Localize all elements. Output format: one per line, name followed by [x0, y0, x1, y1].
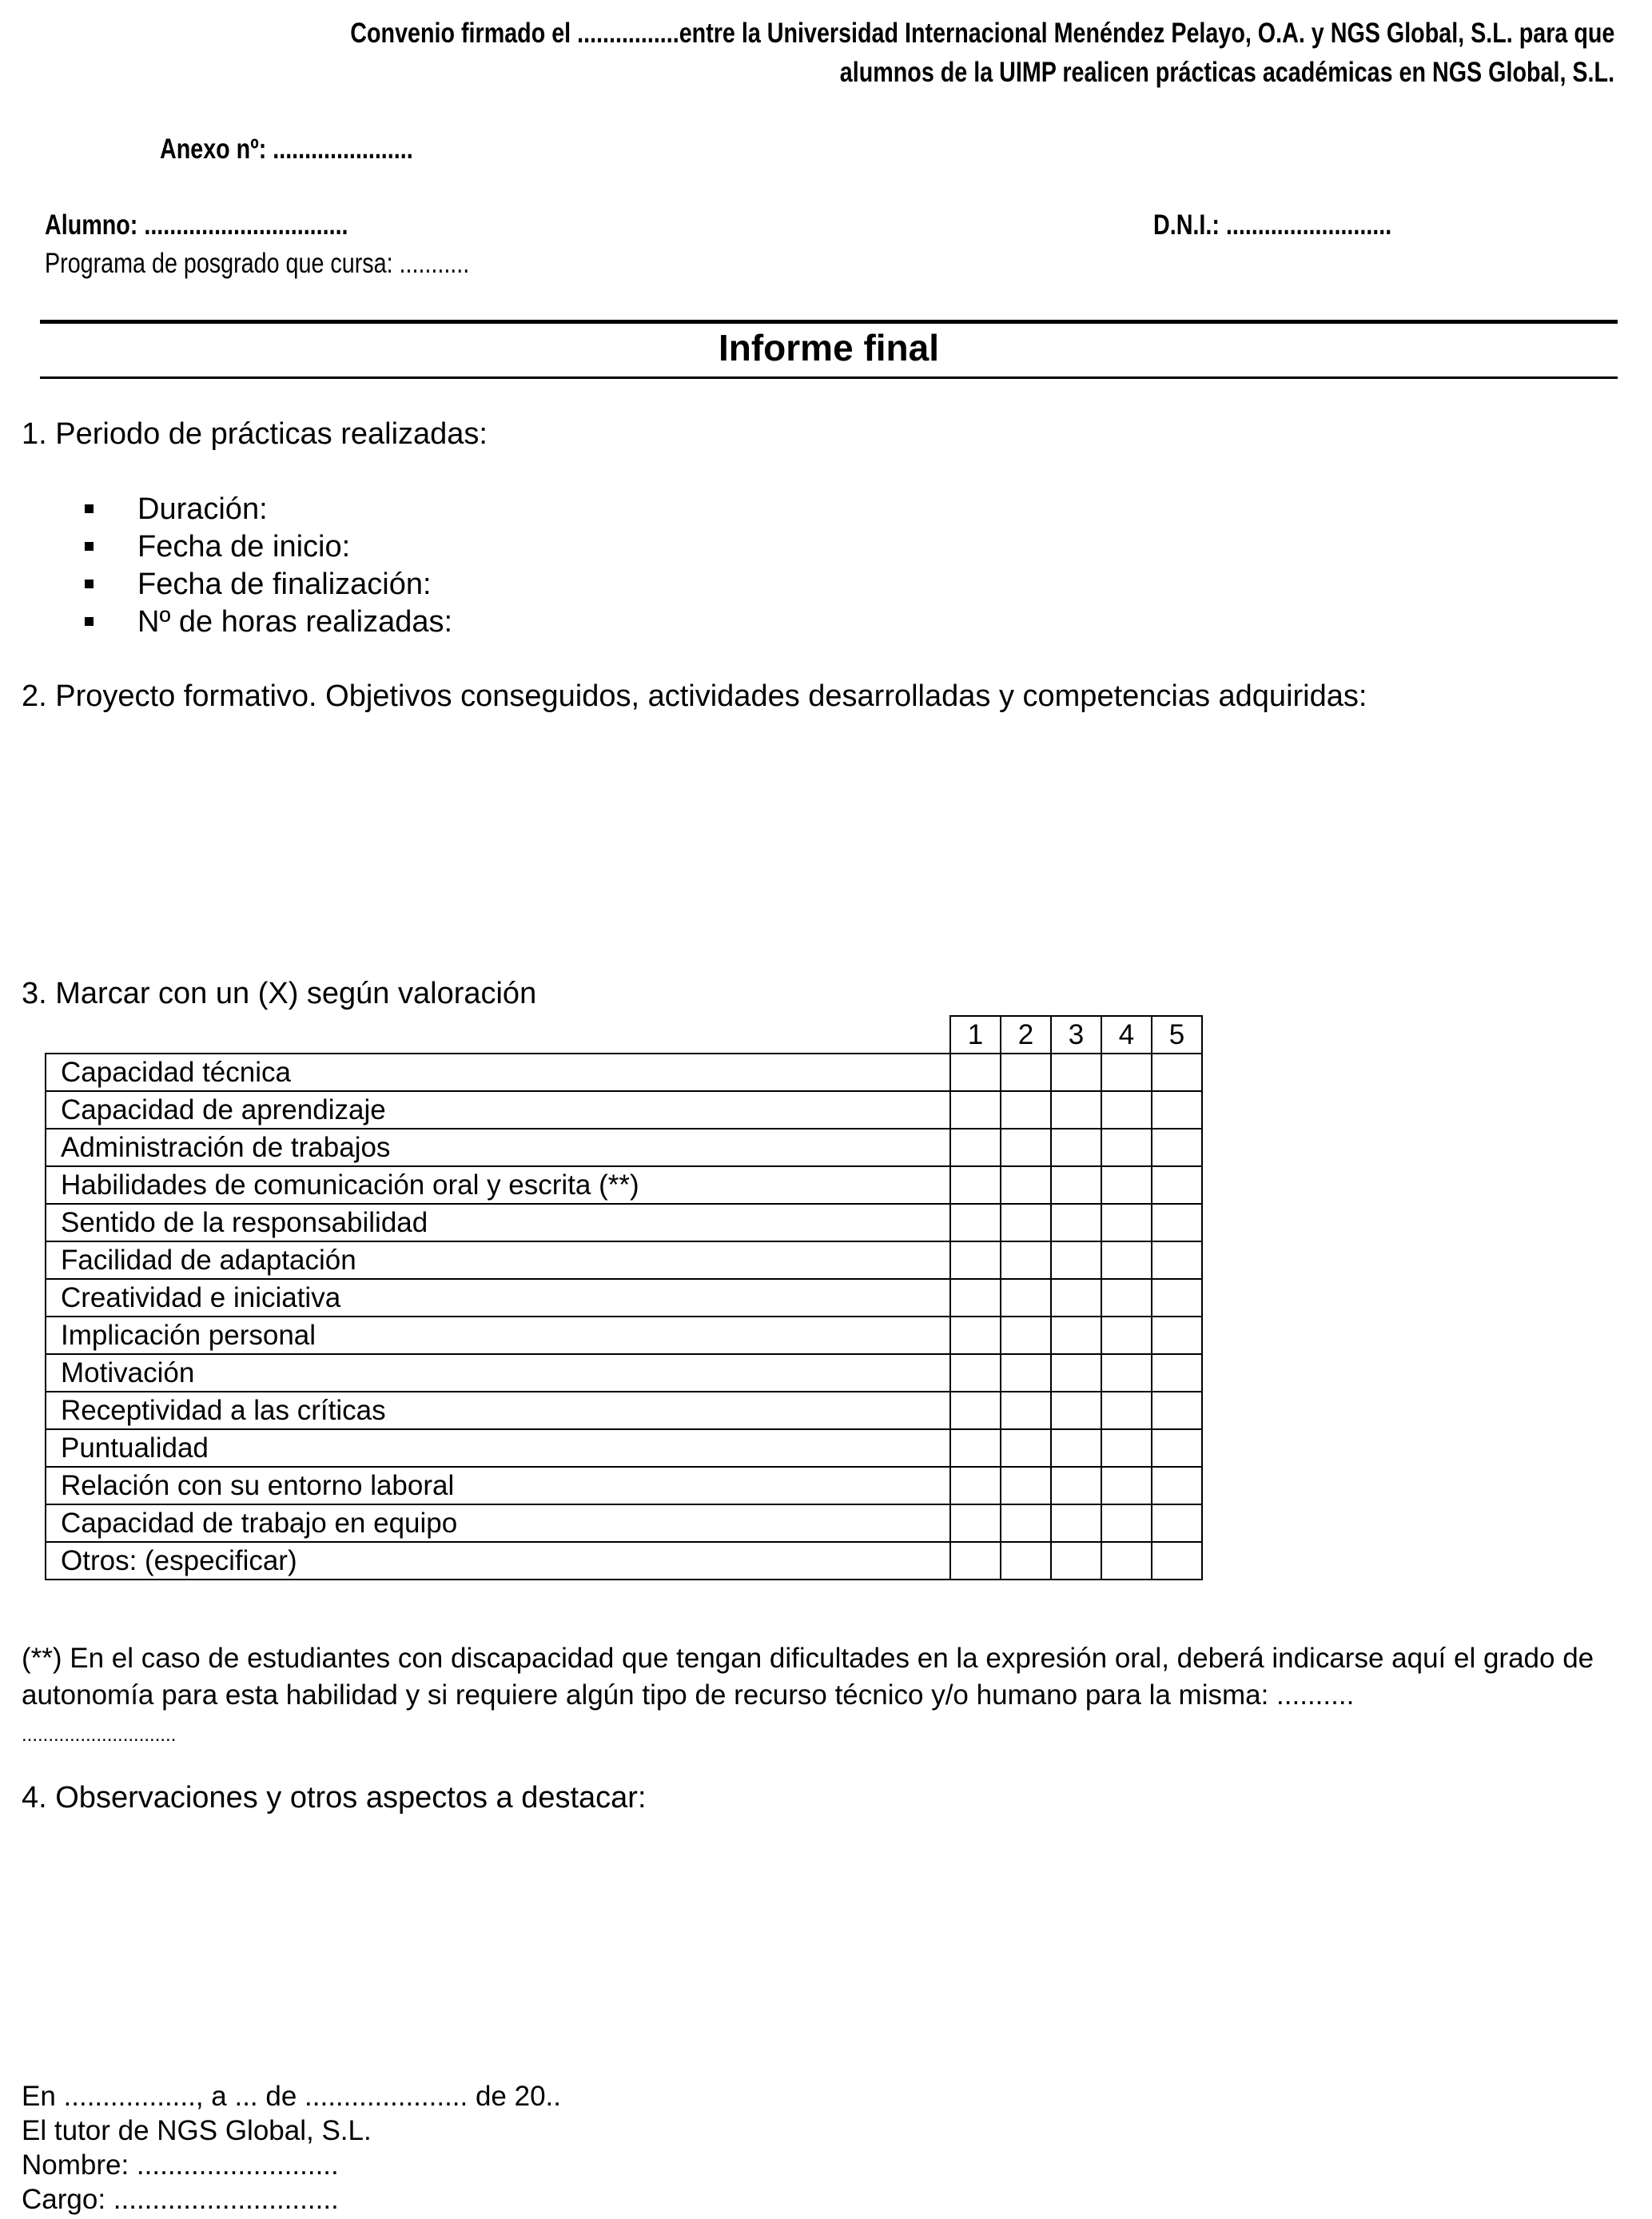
rating-box-3[interactable] [1051, 1054, 1101, 1091]
student-name-value: ................................ [144, 209, 348, 241]
rating-table [45, 1015, 1203, 1580]
rating-box-4[interactable] [1101, 1166, 1152, 1204]
rating-box-1[interactable] [950, 1129, 1001, 1166]
criterion-label: Puntualidad [46, 1429, 950, 1467]
dni-label: D.N.I.: [1153, 209, 1220, 241]
table-row [46, 1542, 1202, 1580]
footnote-text: (**) En el caso de estudiantes con discapacidad que tengan dificultades en la expresión oral, deberá indicarse aquí el grado de autonomía para esta habilidad y si requiere algún tipo de recurso técnico y/o humano para la misma: .......... [22, 1643, 1594, 1711]
rating-box-3[interactable] [1051, 1429, 1101, 1467]
section-3-heading: 3. Marcar con un (X) según valoración [22, 977, 537, 1010]
agreement-header-line-2: alumnos de la UIMP realicen prácticas académicas en NGS Global, S.L. [839, 57, 1614, 88]
scale-header-5: 5 [1152, 1016, 1202, 1054]
criterion-label: Capacidad técnica [46, 1054, 950, 1091]
rating-box-4[interactable] [1101, 1504, 1152, 1542]
place-date-line: En ................., a ... de ..................... de 20.. [22, 2081, 561, 2112]
rating-box-2[interactable] [1001, 1279, 1051, 1317]
disability-footnote [22, 1640, 1628, 1754]
annex-value: ...................... [273, 133, 413, 165]
rating-box-1[interactable] [950, 1392, 1001, 1429]
table-row [46, 1091, 1202, 1129]
rating-box-2[interactable] [1001, 1542, 1051, 1580]
rating-box-3[interactable] [1051, 1129, 1101, 1166]
internship-period-list [80, 491, 452, 641]
rating-box-5[interactable] [1152, 1429, 1202, 1467]
rating-box-3[interactable] [1051, 1354, 1101, 1392]
rating-box-1[interactable] [950, 1467, 1001, 1504]
title-bottom-rule [40, 376, 1618, 379]
rating-box-2[interactable] [1001, 1429, 1051, 1467]
rating-box-4[interactable] [1101, 1354, 1152, 1392]
rating-box-5[interactable] [1152, 1392, 1202, 1429]
list-item: Fecha de inicio: [80, 528, 452, 566]
rating-box-3[interactable] [1051, 1504, 1101, 1542]
criterion-label: Receptividad a las críticas [46, 1392, 950, 1429]
annex-field [160, 133, 413, 165]
rating-box-5[interactable] [1152, 1241, 1202, 1279]
list-item: Duración: [80, 491, 452, 528]
table-row [46, 1279, 1202, 1317]
square-bullet-icon [85, 617, 94, 626]
criterion-label: Motivación [46, 1354, 950, 1392]
rating-box-5[interactable] [1152, 1204, 1202, 1241]
rating-box-4[interactable] [1101, 1091, 1152, 1129]
criterion-label: Facilidad de adaptación [46, 1241, 950, 1279]
rating-box-3[interactable] [1051, 1317, 1101, 1354]
rating-box-2[interactable] [1001, 1317, 1051, 1354]
square-bullet-icon [85, 580, 94, 588]
list-item: Fecha de finalización: [80, 566, 452, 604]
rating-box-3[interactable] [1051, 1204, 1101, 1241]
rating-box-4[interactable] [1101, 1467, 1152, 1504]
rating-box-4[interactable] [1101, 1129, 1152, 1166]
table-row [46, 1317, 1202, 1354]
square-bullet-icon [85, 542, 94, 551]
student-name-label: Alumno: [45, 209, 138, 241]
rating-box-5[interactable] [1152, 1467, 1202, 1504]
rating-box-4[interactable] [1101, 1542, 1152, 1580]
table-row [46, 1204, 1202, 1241]
rating-box-4[interactable] [1101, 1054, 1152, 1091]
rating-box-2[interactable] [1001, 1166, 1051, 1204]
rating-box-3[interactable] [1051, 1091, 1101, 1129]
footnote-dots: ............................. [22, 1724, 177, 1746]
criterion-label: Implicación personal [46, 1317, 950, 1354]
dni-value: .......................... [1225, 209, 1392, 241]
rating-box-1[interactable] [950, 1317, 1001, 1354]
rating-box-5[interactable] [1152, 1129, 1202, 1166]
square-bullet-icon [85, 504, 94, 513]
tutor-line: El tutor de NGS Global, S.L. [22, 2115, 372, 2146]
table-row [46, 1354, 1202, 1392]
rating-box-1[interactable] [950, 1542, 1001, 1580]
scale-header-3: 3 [1051, 1016, 1101, 1054]
rating-box-3[interactable] [1051, 1241, 1101, 1279]
rating-box-5[interactable] [1152, 1542, 1202, 1580]
rating-box-4[interactable] [1101, 1204, 1152, 1241]
rating-box-3[interactable] [1051, 1166, 1101, 1204]
rating-box-2[interactable] [1001, 1091, 1051, 1129]
rating-box-3[interactable] [1051, 1542, 1101, 1580]
rating-box-1[interactable] [950, 1279, 1001, 1317]
table-row [46, 1429, 1202, 1467]
rating-box-2[interactable] [1001, 1467, 1051, 1504]
rating-box-3[interactable] [1051, 1467, 1101, 1504]
annex-label: Anexo nº: [160, 133, 267, 165]
rating-box-1[interactable] [950, 1504, 1001, 1542]
rating-box-3[interactable] [1051, 1392, 1101, 1429]
section-1-heading: 1. Periodo de prácticas realizadas: [22, 417, 488, 451]
criterion-label: Relación con su entorno laboral [46, 1467, 950, 1504]
scale-header-2: 2 [1001, 1016, 1051, 1054]
section-4-heading: 4. Observaciones y otros aspectos a destacar: [22, 1781, 647, 1815]
table-row [46, 1166, 1202, 1204]
rating-box-1[interactable] [950, 1054, 1001, 1091]
criterion-label: Creatividad e iniciativa [46, 1279, 950, 1317]
table-row [46, 1241, 1202, 1279]
rating-box-2[interactable] [1001, 1241, 1051, 1279]
rating-box-5[interactable] [1152, 1504, 1202, 1542]
criterion-label: Capacidad de aprendizaje [46, 1091, 950, 1129]
table-row [46, 1467, 1202, 1504]
table-row [46, 1129, 1202, 1166]
table-row [46, 1054, 1202, 1091]
scale-header-4: 4 [1101, 1016, 1152, 1054]
rating-box-4[interactable] [1101, 1317, 1152, 1354]
rating-box-2[interactable] [1001, 1129, 1051, 1166]
agreement-header-line-1: Convenio firmado el ................entre la Universidad Internacional Menéndez Pelayo, O.A. y NGS Global, S.L. para que [349, 18, 1614, 49]
rating-box-4[interactable] [1101, 1279, 1152, 1317]
program-field: Programa de posgrado que cursa: ........... [45, 248, 470, 279]
rating-box-3[interactable] [1051, 1279, 1101, 1317]
rating-box-2[interactable] [1001, 1054, 1051, 1091]
rating-box-2[interactable] [1001, 1504, 1051, 1542]
rating-box-5[interactable] [1152, 1279, 1202, 1317]
list-item: Nº de horas realizadas: [80, 604, 452, 641]
section-2-heading: 2. Proyecto formativo. Objetivos conseguidos, actividades desarrolladas y competencias adquiridas: [22, 679, 1367, 713]
rating-box-2[interactable] [1001, 1354, 1051, 1392]
page-title: Informe final [718, 327, 940, 369]
tutor-name-line: Nombre: .......................... [22, 2149, 339, 2181]
rating-box-4[interactable] [1101, 1392, 1152, 1429]
dni-field [1153, 209, 1391, 241]
rating-box-1[interactable] [950, 1091, 1001, 1129]
rating-box-4[interactable] [1101, 1241, 1152, 1279]
rating-box-4[interactable] [1101, 1429, 1152, 1467]
rating-box-5[interactable] [1152, 1354, 1202, 1392]
criterion-label: Habilidades de comunicación oral y escrita (**) [46, 1166, 950, 1204]
rating-box-1[interactable] [950, 1166, 1001, 1204]
rating-box-1[interactable] [950, 1204, 1001, 1241]
tutor-position-line: Cargo: ............................. [22, 2184, 339, 2215]
rating-box-5[interactable] [1152, 1091, 1202, 1129]
rating-box-5[interactable] [1152, 1317, 1202, 1354]
rating-box-2[interactable] [1001, 1204, 1051, 1241]
criterion-label: Capacidad de trabajo en equipo [46, 1504, 950, 1542]
student-name-field [45, 209, 348, 241]
rating-box-1[interactable] [950, 1241, 1001, 1279]
criterion-label: Sentido de la responsabilidad [46, 1204, 950, 1241]
rating-box-5[interactable] [1152, 1166, 1202, 1204]
rating-box-5[interactable] [1152, 1054, 1202, 1091]
rating-box-1[interactable] [950, 1354, 1001, 1392]
scale-header-1: 1 [950, 1016, 1001, 1054]
table-row [46, 1504, 1202, 1542]
rating-box-2[interactable] [1001, 1392, 1051, 1429]
title-top-rule [40, 320, 1618, 324]
criterion-label: Administración de trabajos [46, 1129, 950, 1166]
rating-scale-row [46, 1016, 1202, 1054]
rating-box-1[interactable] [950, 1429, 1001, 1467]
criterion-label: Otros: (especificar) [46, 1542, 950, 1580]
table-row [46, 1392, 1202, 1429]
